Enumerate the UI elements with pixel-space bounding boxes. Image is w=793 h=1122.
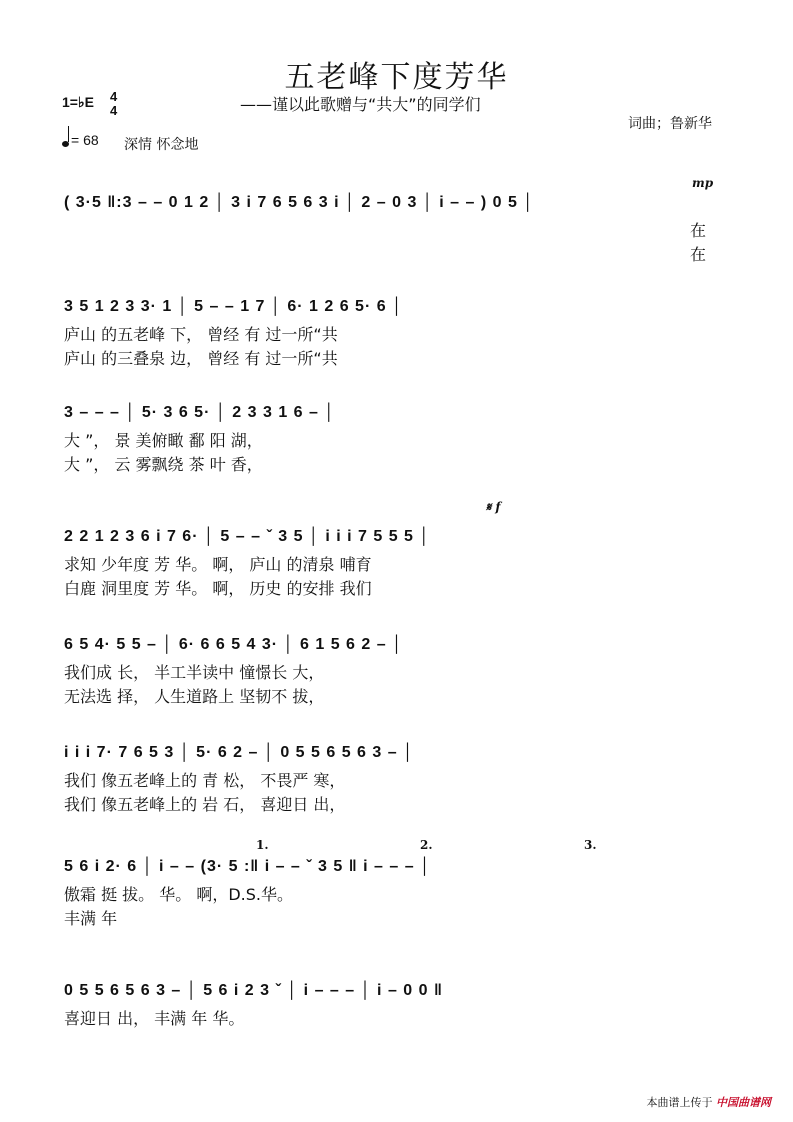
lyric-line-4-verse-1: 求知 少年度 芳 华。 啊， 庐山 的清泉 哺育 (64, 555, 372, 574)
lyric-line-2-verse-1: 庐山 的五老峰 下， 曾经 有 过一所“共 (64, 325, 338, 344)
score-line-3 (0, 398, 793, 474)
tempo-value: = 68 (71, 132, 99, 148)
lyric-line-5-verse-2: 无法选 择， 人生道路上 坚韧不 拔， (64, 687, 325, 706)
segno-forte-mark: 𝄋 f (486, 500, 501, 514)
notation-line-8: 0 5 5 6 5 6 3 – │ 5 6 i 2 3 ˇ │ i – – – │ i – 0 0 ‖ (64, 982, 443, 999)
lyric-line-8-verse-1: 喜迎日 出， 丰满 年 华。 (64, 1009, 245, 1028)
score-line-5 (0, 630, 793, 706)
notation-line-2: 3 5 1 2 3 3· 1 │ 5 – – 1 7 │ 6· 1 2 6 5· 6 │ (64, 298, 404, 315)
notation-line-1: ( 3·5 ‖:3 – – 0 1 2 │ 3 i 7 6 5 6 3 i │ 2 – 0 3 │ i – – ) 0 5 │ (64, 194, 535, 211)
volta-1: 1. (256, 838, 269, 852)
score-line-8 (0, 976, 793, 1028)
volta-2: 2. (420, 838, 433, 852)
lyric-line-1-verse-2: 在 (690, 245, 707, 264)
notation-line-4: 2 2 1 2 3 6 i 7 6· │ 5 – – ˇ 3 5 │ i i i 7 5 5 5 │ (64, 528, 431, 545)
lyric-line-3-verse-1: 大 ”， 景 美俯瞰 鄱 阳 湖， (64, 431, 263, 450)
site-logo: 中国曲谱网 (716, 1096, 771, 1109)
score-line-4 (0, 522, 793, 598)
key-signature: 1=♭E (62, 94, 94, 110)
time-signature (110, 90, 117, 118)
score-line-6 (0, 738, 793, 814)
score-line-2 (0, 292, 793, 368)
lyric-line-3-verse-2: 大 ”， 云 雾飘绕 茶 叶 香， (64, 455, 263, 474)
score-line-7 (0, 852, 793, 928)
dynamic-mp: mp (692, 176, 714, 190)
time-signature-top: 4 (110, 89, 118, 104)
notation-line-6: i i i 7· 7 6 5 3 │ 5· 6 2 – │ 0 5 5 6 5 6 3 – │ (64, 744, 415, 761)
lyric-line-6-verse-1: 我们 像五老峰上的 青 松， 不畏严 寒， (64, 771, 346, 790)
song-title: 五老峰下度芳华 (284, 60, 509, 95)
time-signature-bottom: 4 (110, 103, 118, 118)
tempo-marking (62, 132, 99, 148)
notation-line-5: 6 5 4· 5 5 – │ 6· 6 6 5 4 3· │ 6 1 5 6 2 – │ (64, 636, 404, 653)
footer-uploaded-text: 本曲谱上传于 (646, 1096, 713, 1109)
lyric-line-7-verse-2: 丰满 年 (64, 909, 118, 928)
lyric-line-4-verse-2: 白鹿 洞里度 芳 华。 啊， 历史 的安排 我们 (64, 579, 372, 598)
lyric-line-5-verse-1: 我们成 长， 半工半读中 憧憬长 大， (64, 663, 325, 682)
expression-marking: 深情 怀念地 (124, 137, 199, 153)
quarter-note-icon (62, 141, 69, 147)
lyric-line-1-verse-1: 在 (690, 221, 707, 240)
song-subtitle: ——谨以此歌赠与“共大”的同学们 (240, 95, 481, 114)
lyric-line-6-verse-2: 我们 像五老峰上的 岩 石， 喜迎日 出， (64, 795, 346, 814)
notation-line-3: 3 – – – │ 5· 3 6 5· │ 2 3 3 1 6 – │ (64, 404, 336, 421)
notation-line-7: 5 6 i 2· 6 │ i – – (3· 5 :‖ i – – ˇ 3 5 ‖ i – – – │ (64, 858, 432, 875)
lyric-line-2-verse-2: 庐山 的三叠泉 边， 曾经 有 过一所“共 (64, 349, 338, 368)
lyric-line-7-verse-1: 傲霜 挺 拔。 华。 啊，D.S.华。 (64, 885, 293, 904)
score-line-1 (0, 188, 793, 264)
footer-credit (647, 1094, 772, 1110)
volta-3: 3. (584, 838, 597, 852)
composer-credit: 词曲；鲁新华 (628, 116, 712, 132)
